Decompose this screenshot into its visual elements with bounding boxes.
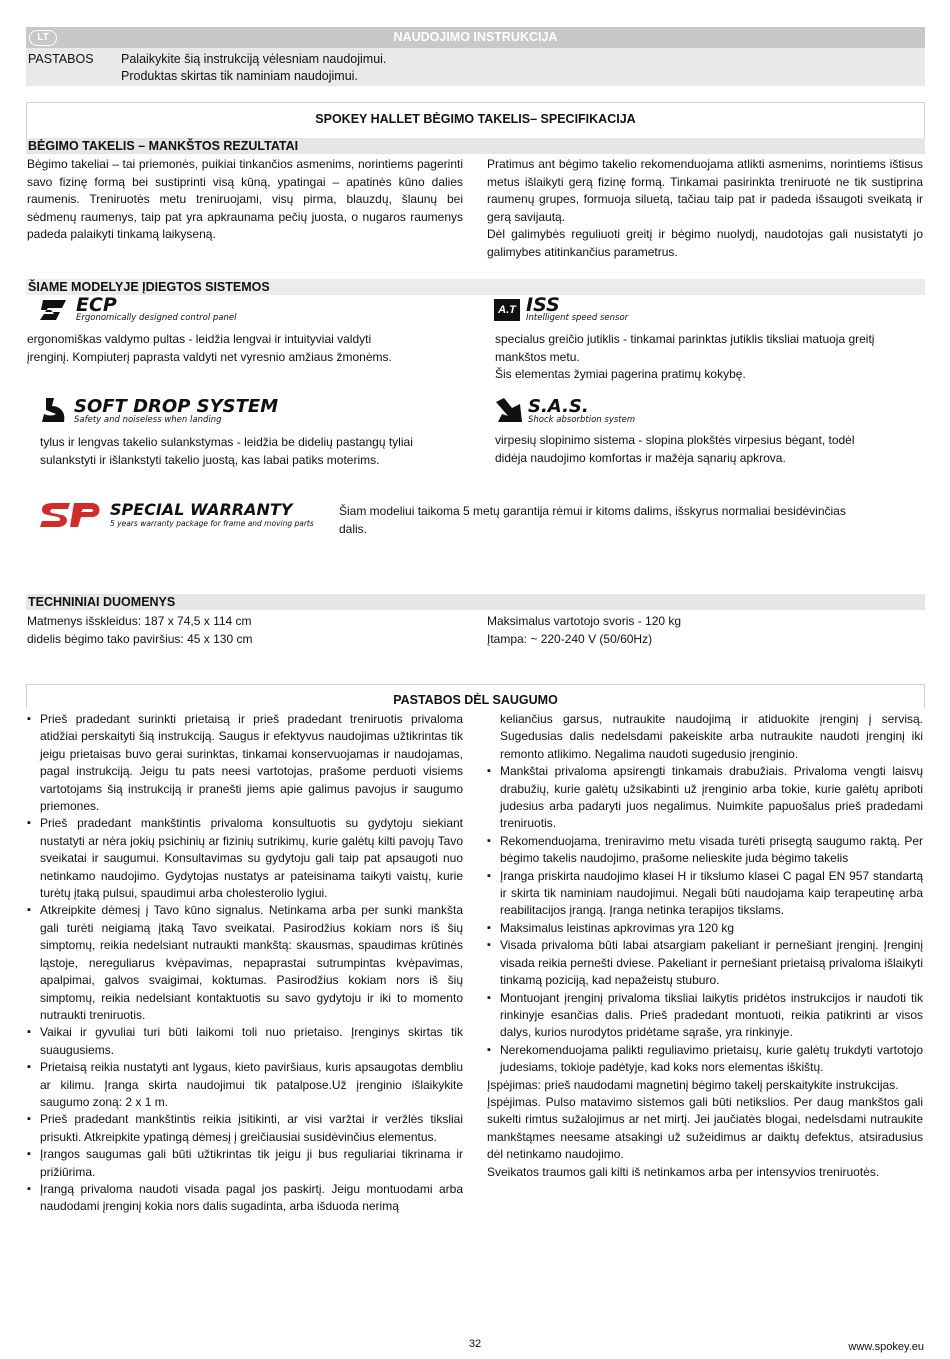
soft-drop-description (40, 434, 470, 469)
warranty-logo-title: SPECIAL WARRANTY (110, 500, 293, 519)
section-heading-tech: TECHNINIAI DUOMENYS (26, 594, 925, 610)
safety-item: ▪ Prieš pradedant surinkti prietaisą ir prieš pradedant treniruotis privaloma atidžiai perskaityti šią instrukciją. Saugus ir efektyvus naudojimas užtikrintas tik jeigu prietaisas buvo gerai surinktas, tinkamai konservuojamas ir naudojamas, pagal instrukciją. Jeigu tu pats neesi vartotojas, prašome perduoti visiems vartotojams šią instrukciją ir pranešti jiems apie galimus pavojus ir saugumo priemones. (27, 711, 463, 815)
website-link[interactable]: www.spokey.eu (848, 1341, 924, 1353)
safety-item: ▪ Įrangos saugumas gali būti užtikrintas tik jeigu ji bus reguliariai tikrinama ir prižiūrima. (27, 1146, 463, 1181)
ecp-description-line: įrenginį. Kompiuterį paprasta valdyti net vyresnio amžiaus žmonėms. (27, 349, 392, 364)
safety-item: ▪ Prietaisą reikia nustatyti ant lygaus, kieto paviršiaus, kuris apsaugotas dembliu ar kilimu. Įranga skirta naudojimui tik patalpose.Už įrenginio išlaikykite saugumo zoną: 2 x 1 m. (27, 1059, 463, 1111)
tech-value: Maksimalus vartotojo svoris - 120 kg (487, 614, 682, 628)
safety-list-left (27, 711, 463, 1216)
safety-item: ▪ Įrangą privaloma naudoti visada pagal jos paskirtį. Jeigu montuodami arba naudodami įrenginį kokia nors dalis sugadinta, arba išduoda nerimą (27, 1181, 463, 1216)
safety-item: ▪ Įranga priskirta naudojimo klasei H ir tikslumo klasei C pagal EN 957 standartą ir skirta tik naminiam naudojimui. Negali būti naudojama kaip terapeutinę arba reabilitacijos įrangą. Įranga netinka terapijos tikslams. (487, 868, 923, 920)
soft-drop-logo-title: SOFT DROP SYSTEM (74, 396, 279, 417)
tech-value: Įtampa: ~ 220-240 V (50/60Hz) (487, 631, 653, 646)
soft-drop-description-line: tylus ir lengvas takelio sulankstymas - leidžia be didelių pastangų tyliai (40, 435, 413, 449)
results-right-paragraph: Dėl galimybės reguliuoti greitį ir bėgimo nuolydį, naudotojas gali nusistatyti jo galimybes atitinkančius parametrus. (487, 227, 923, 259)
iss-logo-title: ISS (526, 294, 560, 316)
tech-right (487, 613, 923, 648)
page-number: 32 (468, 1338, 482, 1350)
safety-list-right (487, 711, 923, 1181)
ecp-panel-icon (40, 296, 70, 324)
safety-item: ▪ Atkreipkite dėmesį į Tavo kūno signalus. Netinkama arba per sunki mankšta gali turėti neigiamą įtaką Tavo sveikatai. Pasirodžius kokiam nors iš šių simptomų, reikia nedelsiant nutraukti mankštą: skausmas, spaudimas krūtinės ląstoje, nereguliarus kvėpavimas, nepaprastai sutrumpintas kvėpavimas, apalpimai, galvos svaigimai, koktumas. Pasirodžius kokiam nors iš šių simptomų, reikia nedelsiant kontaktuotis su savo gydytoju ir iki to momento nutraukti treniruotis. (27, 902, 463, 1024)
language-badge: LT (29, 30, 57, 46)
notes-line: Palaikykite šią instrukciją vėlesniam naudojimui. (121, 52, 387, 66)
safety-item: ▪ Rekomenduojama, treniravimo metu visada turėti prisegtą saugumo raktą. Per bėgimo takelis naudojimo, prašome nelieskite juda bėgimo takelis (487, 833, 923, 868)
special-warranty-logo (40, 500, 330, 532)
safety-item: ▪ Prieš pradedant mankštintis privaloma konsultuotis su gydytoju siekiant nustatyti ar nėra jokių psichinių ar fizinių sutrikimų, kurie galėtų kilti pavojų Tavo sveikatai ir saugumui. Konsultavimas su gydytoju gali taip pat apsaugoti nuo netinkamo naudojimo. Gydytojas nustatys ar pateisinama taikyti vaistų, kurie turėtų įtaką pulsui, spaudimui arba cholesterolio lygiui. (27, 815, 463, 902)
safety-warning: Įspėjimas: prieš naudodami magnetinį bėgimo takelį perskaitykite instrukcijas. (487, 1077, 899, 1092)
sas-description-line: virpesių slopinimo sistema - slopina plokštės virpesius bėgant, todėl (495, 433, 855, 447)
safety-item: ▪ Visada privaloma būti labai atsargiam pakeliant ir pernešiant įrenginį. Įrenginį visada reikia pernešti dviese. Pakeliant ir pernešiant prietaisą privaloma išlaikyti tinkamą poziciją, kad nepažeistų stuburo. (487, 937, 923, 989)
safety-warning: Sveikatos traumos gali kilti iš netinkamos arba per intensyvios treniruotės. (487, 1164, 880, 1179)
notes-label: PASTABOS (28, 52, 94, 66)
sas-logo-subtitle: Shock absorbtion system (528, 415, 636, 425)
safety-item: ▪ Prieš pradedant mankštintis reikia įsitikinti, ar visi varžtai ir veržlės tiksliai prisukti. Atkreipkite ypatingą dėmesį į greičiausiai susidėvinčius elementus. (27, 1111, 463, 1146)
ecp-logo (40, 296, 280, 326)
ecp-description-line: ergonomiškas valdymo pultas - leidžia lengvai ir intuityviai valdyti (27, 332, 372, 346)
tech-value: didelis bėgimo tako paviršius: 45 x 130 cm (27, 631, 253, 646)
warranty-description-line: Šiam modeliui taikoma 5 metų garantija rėmui ir kitoms dalims, išskyrus normaliai besidėvinčias (339, 504, 846, 518)
iss-description (495, 331, 925, 384)
sas-logo-title: S.A.S. (528, 396, 589, 417)
safety-item: ▪ Nerekomenduojama palikti reguliavimo prietaisų, kurie galėtų trukdyti vartotojo judesiams, tokioje padėtyje, kad koks nors elementas iškištų. (487, 1042, 923, 1077)
safety-warning: Įspėjimas. Pulso matavimo sistemos gali būti netikslios. Per daug mankštos gali sukelti rimtus sužalojimus ar net mirtį. Jei jaučiatės blogai, nedelsdami nutraukite mankštąmes neesame atsakingi už sužeidimus ar daiktų defektus, atsiradusius dėl netinkamo naudojimo. (487, 1094, 923, 1162)
safety-item: ▪ Montuojant įrenginį privaloma tiksliai laikytis pridėtos instrukcijos ir naudoti tik rinkinyje esančias dalis. Prieš pradedant montuoti, reikia patikrinti ar visos dalys, kurios nurodytos pridėtame sąraše, yra rinkinyje. (487, 990, 923, 1042)
iss-logo-subtitle: Intelligent speed sensor (526, 313, 629, 323)
soft-drop-icon (40, 396, 70, 424)
iss-description-line: specialus greičio jutiklis - tinkamai parinktas jutiklis tiksliai matuoja greitį (495, 332, 875, 346)
ecp-logo-subtitle: Ergonomically designed control panel (76, 313, 237, 323)
ecp-logo-title: ECP (76, 294, 117, 316)
section-heading-results: BĖGIMO TAKELIS – MANKŠTOS REZULTATAI (26, 138, 925, 154)
sas-logo (494, 396, 694, 428)
sas-description-line: didėja naudojimo komfortas ir mažėja sąnarių apkrova. (495, 450, 786, 465)
spec-title: SPOKEY HALLET BĖGIMO TAKELIS– SPECIFIKACIJA (315, 112, 636, 126)
section-heading-systems: ŠIAME MODELYJE ĮDIEGTOS SISTEMOS (26, 279, 925, 295)
ecp-description (27, 331, 467, 366)
warranty-description (339, 503, 925, 538)
safety-item: ▪ Vaikai ir gyvuliai turi būti laikomi toli nuo prietaiso. Įrenginys skirtas tik suaugusiems. (27, 1024, 463, 1059)
results-right-paragraph: Pratimus ant bėgimo takelio rekomenduojama atlikti asmenims, norintiems ištisus metus išlaikyti gerą fizinę formą. Tinkamai pasirinkta treniruotė ne tik sustiprina raumenų grupes, formuoja siluetą, tačiau taip pat ir padeda išsaugoti sveikatą ir gerą savijautą. (487, 157, 923, 224)
soft-drop-logo (40, 396, 300, 428)
safety-item: ▪ Maksimalus leistinas apkrovimas yra 120 kg (487, 920, 923, 937)
soft-drop-logo-subtitle: Safety and noiseless when landing (74, 415, 222, 425)
iss-badge-icon: A.T (494, 299, 520, 321)
iss-description-line: Šis elementas žymiai pagerina pratimų kokybę. (495, 367, 746, 381)
iss-logo (494, 296, 694, 326)
tech-left (27, 613, 467, 648)
document-title: NAUDOJIMO INSTRUKCIJA (393, 30, 558, 44)
sp-warranty-icon (40, 500, 104, 530)
warranty-description-line: dalis. (339, 521, 368, 536)
safety-item-continuation: keliančius garsus, nutraukite naudojimą ir atiduokite įrenginį į servisą. Sugedusias dalis nedelsdami pakeiskite arba nutraukite naudoti įrenginį iki remonto atlikimo. Negalima naudoti sugedusio įrenginio. (500, 712, 923, 761)
sas-shock-icon (494, 396, 524, 424)
sas-description (495, 432, 925, 467)
safety-item: ▪ Mankštai privaloma apsirengti tinkamais drabužiais. Privaloma vengti laisvų drabužių, kurie galėtų užsikabinti už įrenginio arba tokie, kurie galėtų apriboti judesius arba padaryti juos negalimus. Nuimkite papuošalus prieš pradedami treniruotis. (487, 763, 923, 833)
notes-line: Produktas skirtas tik naminiam naudojimui. (121, 69, 358, 83)
results-right-text (487, 156, 923, 261)
iss-description-line: mankštos metu. (495, 349, 580, 364)
safety-title: PASTABOS DĖL SAUGUMO (393, 693, 558, 707)
warranty-logo-subtitle: 5 years warranty package for frame and moving parts (110, 519, 314, 528)
soft-drop-description-line: sulankstyti ir išlankstyti takelio juostą, kas labai patiks moterims. (40, 452, 380, 467)
results-left-text: Bėgimo takeliai – tai priemonės, puikiai tinkančios asmenims, norintiems pagerinti savo fizinę formą bei sustiprinti visą kūną, ypatingai – apatinės kūno dalies raumenis. Treniruotės metu treniruojami, visų pirma, blauzdų, šlaunų bei sėdmenų raumenys, taip pat yra apkraunama pečių juosta, o nugaros raumenys padeda palaikyti tinkamą laikyseną. (27, 157, 463, 241)
tech-value: Matmenys išskleidus: 187 x 74,5 x 114 cm (27, 614, 252, 628)
